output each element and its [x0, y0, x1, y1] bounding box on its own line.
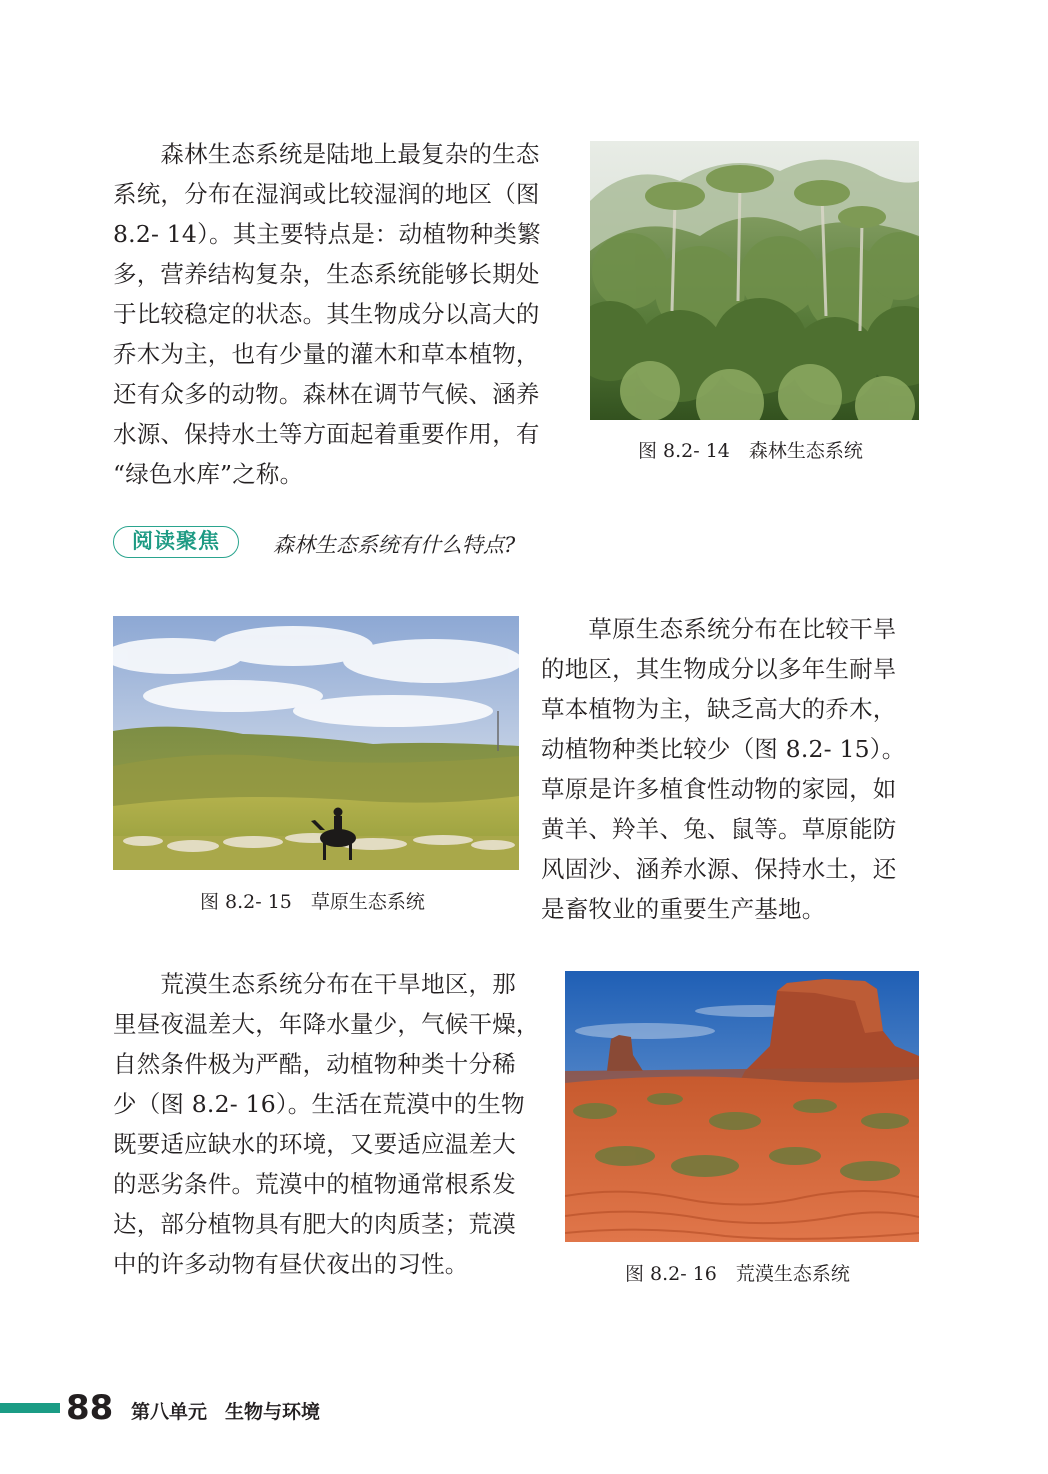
text-line: 的恶劣条件。荒漠中的植物通常根系发: [113, 1170, 516, 1198]
text-line: 草原生态系统分布在比较干旱: [541, 615, 897, 643]
grassland-caption: 图 8.2- 15 草原生态系统: [200, 891, 425, 913]
grassland-paragraph: [541, 609, 919, 929]
text-line: 还有众多的动物。森林在调节气候、涵养: [113, 380, 540, 408]
text-line: 于比较稳定的状态。其生物成分以高大的: [113, 300, 540, 328]
text-line: 森林生态系统是陆地上最复杂的生态: [113, 140, 540, 168]
text-line: 既要适应缺水的环境，又要适应温差大: [113, 1130, 516, 1158]
text-line: 水源、保持水土等方面起着重要作用，有: [113, 420, 540, 448]
text-line: 8.2- 14）。其主要特点是：动植物种类繁: [113, 220, 541, 248]
text-line: 达，部分植物具有肥大的肉质茎；荒漠: [113, 1210, 516, 1238]
forest-caption: 图 8.2- 14 森林生态系统: [638, 440, 863, 462]
text-line: 里昼夜温差大，年降水量少，气候干燥，: [113, 1010, 540, 1038]
unit-label: 第八单元: [131, 1401, 208, 1423]
reading-focus-badge: 阅读聚焦: [113, 526, 239, 558]
page-number: 88: [66, 1388, 114, 1428]
desert-paragraph: [113, 964, 543, 1284]
text-line: 中的许多动物有昼伏夜出的习性。: [113, 1250, 469, 1278]
text-line: 风固沙、涵养水源、保持水土，还: [541, 855, 897, 883]
text-line: 动植物种类比较少（图 8.2- 15）。: [541, 735, 906, 763]
text-line: 系统，分布在湿润或比较湿润的地区（图: [113, 180, 540, 208]
text-line: “绿色水库”之称。: [113, 460, 304, 488]
text-line: 自然条件极为严酷，动植物种类十分稀: [113, 1050, 516, 1078]
forest-paragraph: [113, 134, 563, 494]
text-line: 乔木为主，也有少量的灌木和草本植物，: [113, 340, 540, 368]
text-line: 是畜牧业的重要生产基地。: [541, 895, 826, 923]
desert-photo: [565, 971, 919, 1242]
text-line: 荒漠生态系统分布在干旱地区，那: [113, 970, 516, 998]
text-line: 少（图 8.2- 16）。生活在荒漠中的生物: [113, 1090, 525, 1118]
reading-focus-question: 森林生态系统有什么特点?: [273, 533, 516, 557]
forest-photo: [590, 141, 919, 420]
grassland-photo: [113, 616, 519, 870]
unit-title: [131, 1397, 320, 1424]
text-line: 草本植物为主，缺乏高大的乔木，: [541, 695, 897, 723]
unit-name: 生物与环境: [225, 1401, 321, 1423]
footer-accent-bar: [0, 1403, 60, 1413]
text-line: 黄羊、羚羊、兔、鼠等。草原能防: [541, 815, 897, 843]
text-line: 草原是许多植食性动物的家园，如: [541, 775, 897, 803]
text-line: 多，营养结构复杂，生态系统能够长期处: [113, 260, 540, 288]
desert-caption: 图 8.2- 16 荒漠生态系统: [625, 1263, 850, 1285]
text-line: 的地区，其生物成分以多年生耐旱: [541, 655, 897, 683]
